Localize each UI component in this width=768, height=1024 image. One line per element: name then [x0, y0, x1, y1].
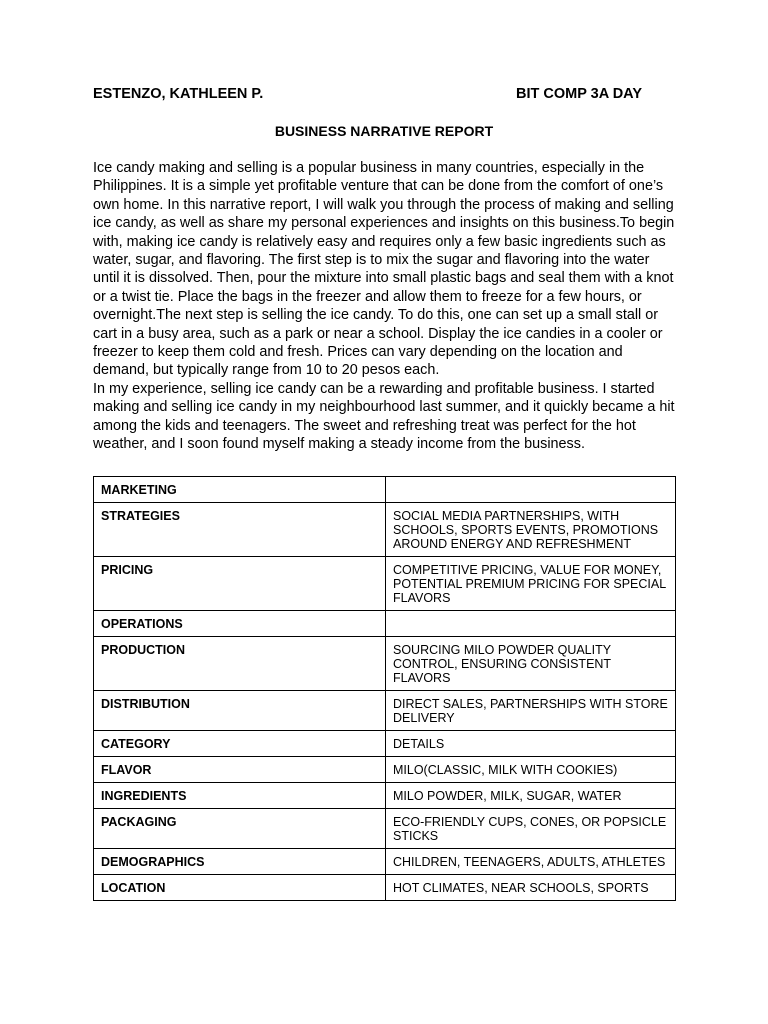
header-row — [93, 86, 642, 102]
table-cell-details: CHILDREN, TEENAGERS, ADULTS, ATHLETES — [386, 849, 676, 875]
table-cell-category: PRODUCTION — [94, 637, 386, 691]
table-cell-category: DEMOGRAPHICS — [94, 849, 386, 875]
table-row — [94, 557, 676, 611]
table-cell-details: MILO(CLASSIC, MILK WITH COOKIES) — [386, 757, 676, 783]
table-cell-details: MILO POWDER, MILK, SUGAR, WATER — [386, 783, 676, 809]
table-row — [94, 809, 676, 849]
table-row — [94, 783, 676, 809]
table-cell-details: SOCIAL MEDIA PARTNERSHIPS, WITH SCHOOLS, SPORTS EVENTS, PROMOTIONS AROUND ENERGY AND REFRESHMENT — [386, 503, 676, 557]
table-cell-details: ECO-FRIENDLY CUPS, CONES, OR POPSICLE STICKS — [386, 809, 676, 849]
table-cell-category: CATEGORY — [94, 731, 386, 757]
table-row — [94, 637, 676, 691]
table-cell-details — [386, 611, 676, 637]
table-cell-category: PACKAGING — [94, 809, 386, 849]
paragraph-experience: In my experience, selling ice candy can be a rewarding and profitable business. I started making and selling ice candy in my neighbourhood last summer, and it quickly became a hit among the kids and teenagers. The sweet and refreshing treat was perfect for the hot weather, and I soon found myself making a steady income from the business. — [93, 380, 675, 453]
table-cell-category: PRICING — [94, 557, 386, 611]
business-table — [93, 476, 676, 901]
table-row — [94, 691, 676, 731]
table-cell-details — [386, 477, 676, 503]
table-cell-details: SOURCING MILO POWDER QUALITY CONTROL, ENSURING CONSISTENT FLAVORS — [386, 637, 676, 691]
table-row — [94, 849, 676, 875]
table-row — [94, 503, 676, 557]
table-row — [94, 477, 676, 503]
table-row — [94, 757, 676, 783]
table-row — [94, 731, 676, 757]
course-section: BIT COMP 3A DAY — [516, 86, 642, 102]
report-body — [93, 159, 676, 454]
table-row — [94, 875, 676, 901]
table-cell-category: DISTRIBUTION — [94, 691, 386, 731]
table-cell-category: FLAVOR — [94, 757, 386, 783]
table-cell-category: INGREDIENTS — [94, 783, 386, 809]
table-cell-details: DETAILS — [386, 731, 676, 757]
table-cell-details: DIRECT SALES, PARTNERSHIPS WITH STORE DELIVERY — [386, 691, 676, 731]
table-row — [94, 611, 676, 637]
paragraph-intro: Ice candy making and selling is a popular business in many countries, especially in the Philippines. It is a simple yet profitable venture that can be done from the comfort of one’s own home. In this narrative report, I will walk you through the process of making and selling ice candy, as well as share my personal experiences and insights on this business.To begin with, making ice candy is relatively easy and requires only a few basic ingredients such as water, sugar, and flavoring. The first step is to mix the sugar and flavoring into the water until it is dissolved. Then, pour the mixture into small plastic bags and seal them with a knot or a twist tie. Place the bags in the freezer and allow them to freeze for a few hours, or overnight.The next step is selling the ice candy. To do this, one can set up a small stall or cart in a busy area, such as a park or near a school. Display the ice candies in a cooler or freezer to keep them cold and fresh. Prices can vary depending on the location and demand, but typically range from 10 to 20 pesos each. — [93, 160, 675, 379]
table-cell-details: HOT CLIMATES, NEAR SCHOOLS, SPORTS — [386, 875, 676, 901]
table-cell-details: COMPETITIVE PRICING, VALUE FOR MONEY, POTENTIAL PREMIUM PRICING FOR SPECIAL FLAVORS — [386, 557, 676, 611]
table-cell-category: LOCATION — [94, 875, 386, 901]
report-title: BUSINESS NARRATIVE REPORT — [274, 123, 494, 139]
table-cell-category: STRATEGIES — [94, 503, 386, 557]
table-cell-category: OPERATIONS — [94, 611, 386, 637]
table-cell-category: MARKETING — [94, 477, 386, 503]
student-name: ESTENZO, KATHLEEN P. — [93, 86, 264, 102]
